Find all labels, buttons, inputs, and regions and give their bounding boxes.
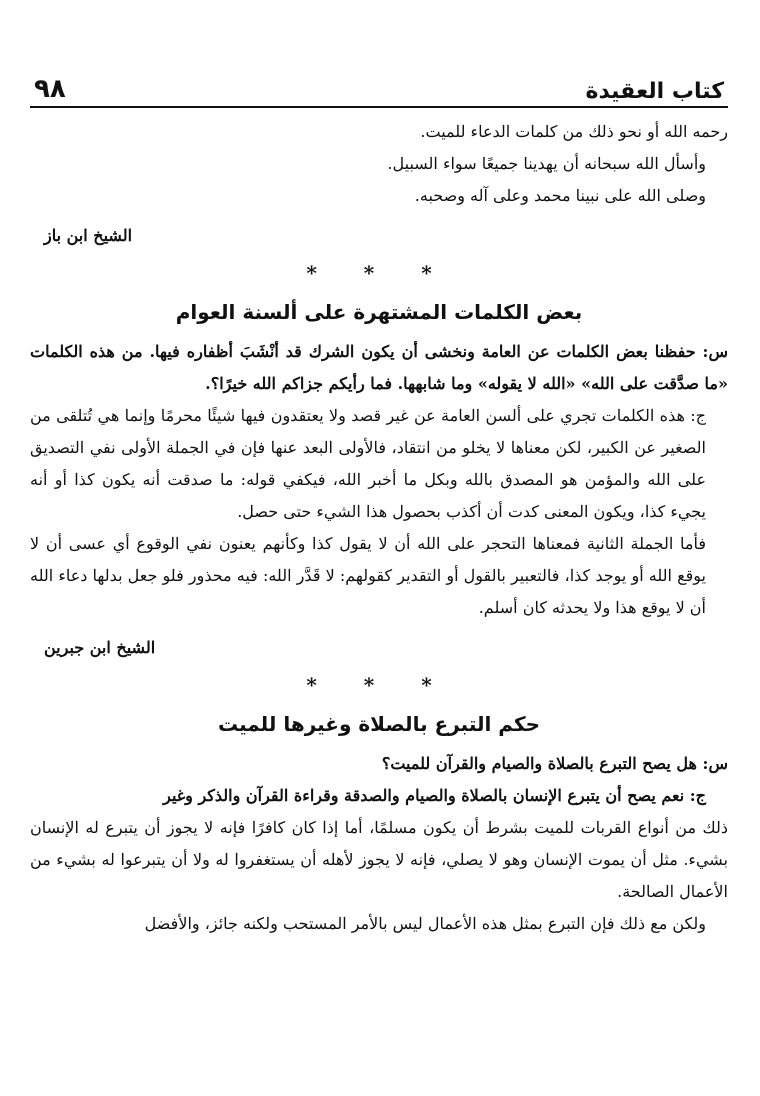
answer-text: فأما الجملة الثانية فمعناها التحجر على الله أن لا يقول كذا وكأنهم يعنون نفي الوقوع أي عسى أن لا يوقع الله أو يوجد كذا، فالتعبير بالقول أو التقدير كقولهم: لا قَدَّر الله: فيه محذور فلو جعل بدلها دعاء الله أن لا يوقع هذا ولا يحدثه كان أسلم.	[30, 534, 706, 617]
intro-line: وصلى الله على نبينا محمد وعلى آله وصحبه.	[414, 186, 706, 205]
separator-stars: * * *	[306, 261, 452, 285]
question-text: س: حفظنا بعض الكلمات عن العامة ونخشى أن يكون الشرك قد أنْشَبَ أظفاره فيها. من هذه الكلمات «ما صدَّقت على الله» «الله لا يقوله» وما شابهها. فما رأيكم جزاكم الله خيرًا؟.	[30, 342, 728, 393]
intro-block	[30, 116, 728, 256]
intro-line: رحمه الله أو نحو ذلك من كلمات الدعاء للميت.	[420, 122, 728, 141]
intro-line: وأسأل الله سبحانه أن يهدينا جميعًا سواء السبيل.	[387, 154, 706, 173]
book-page	[30, 68, 728, 1068]
answer-text: ذلك من أنواع القربات للميت بشرط أن يكون مسلمًا، أما إذا كان كافرًا فإنه لا يجوز أن يتبرع له الإنسان بشيء. مثل أن يموت الإنسان وهو لا يصلي، فإنه لا يجوز لأهله أن يستغفروا له ولا أن يتبرعوا له بشيء من الأعمال الصالحة.	[30, 818, 729, 901]
page-number: ٩٨	[34, 74, 66, 104]
signature-ibn-jibreen: الشيخ ابن جبرين	[44, 638, 156, 657]
separator-stars: * * *	[306, 673, 452, 697]
section-heading: بعض الكلمات المشتهرة على ألسنة العوام	[175, 300, 583, 324]
section-common-phrases	[30, 290, 728, 668]
answer-text-bold: ج: نعم يصح أن يتبرع الإنسان بالصلاة والصيام والصدقة وقراءة القرآن والذكر وغير	[163, 786, 706, 805]
answer-text: ولكن مع ذلك فإن التبرع بمثل هذه الأعمال ليس بالأمر المستحب ولكنه جائز، والأفضل	[144, 914, 706, 933]
question-text: س: هل يصح التبرع بالصلاة والصيام والقرآن للميت؟	[381, 754, 728, 773]
page-header	[30, 68, 728, 108]
signature-ibn-baz: الشيخ ابن باز	[44, 226, 133, 245]
answer-text: ج: هذه الكلمات تجري على ألسن العامة عن غير قصد ولا يعتقدون فيها شيئًا محرمًا وإنما هي تُتلقى من الصغير عن الكبير، لكن معناها لا يخلو من انتقاد، فالأولى البعد عنها فإن في الجملة الأولى نفي التصديق على الله والمؤمن هو المصدق بالله وبكل ما أخبر الله، فيكفي قوله: ما صدقت أنه يكون كذا أو أنه يجيء كذا، ويكون المعنى كدت أن أكذب بحصول هذا الشيء حتى حصل.	[30, 406, 706, 521]
book-title: كتاب العقيدة	[585, 79, 724, 104]
section-heading: حكم التبرع بالصلاة وغيرها للميت	[217, 712, 541, 736]
section-charity-for-dead	[30, 702, 728, 940]
